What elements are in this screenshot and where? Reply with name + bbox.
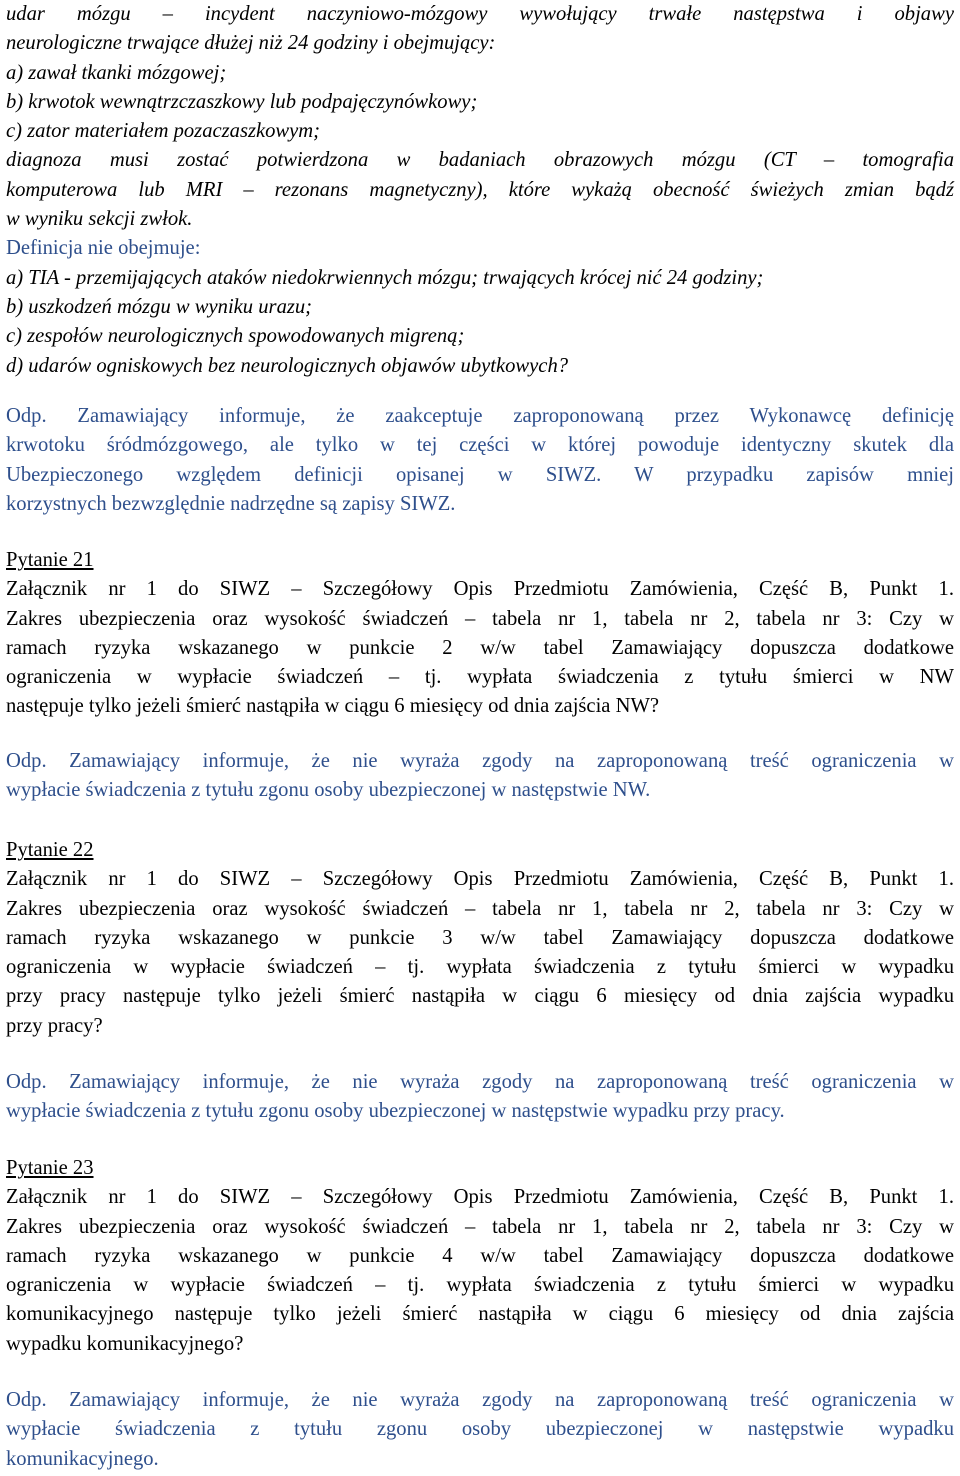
question-line: Załącznik nr 1 do SIWZ – Szczegółowy Opis Przedmiotu Zamówienia, Część B, Punkt 1. (6, 578, 954, 601)
question-line: komunikacyjnego następuje tylko jeżeli śmierć nastąpiła w ciągu 6 miesięcy od dnia zajścia (6, 1303, 954, 1326)
answer-line: krwotoku śródmózgowego, ale tylko w tej części w której powoduje identyczny skutek dla (6, 434, 954, 457)
answer-line: wypłacie świadczenia z tytułu zgonu osoby ubezpieczonej w następstwie NW. (6, 779, 651, 802)
question-heading: Pytanie 22 (6, 839, 94, 861)
question-line: ramach ryzyka wskazanego w punkcie 4 w/w tabel Zamawiający dopuszcza dodatkowe (6, 1244, 954, 1267)
definition-line: udar mózgu – incydent naczyniowo-mózgowy wywołujący trwałe następstwa i objawy (6, 3, 954, 25)
definition-line: d) udarów ogniskowych bez neurologicznych objawów ubytkowych? (6, 354, 569, 377)
answer-line: Odp. Zamawiający informuje, że nie wyraża zgody na zaproponowaną treść ograniczenia w (6, 1389, 954, 1411)
answer-line: Odp. Zamawiający informuje, że nie wyraża zgody na zaproponowaną treść ograniczenia w (6, 750, 954, 772)
question-line: Załącznik nr 1 do SIWZ – Szczegółowy Opis Przedmiotu Zamówienia, Część B, Punkt 1. (6, 1186, 954, 1209)
question-line: ograniczenia w wypłacie świadczeń – tj. wypłata świadczenia z tytułu śmierci w NW (6, 666, 954, 689)
definition-line: b) uszkodzeń mózgu w wyniku urazu; (6, 295, 313, 318)
question-line: ramach ryzyka wskazanego w punkcie 3 w/w tabel Zamawiający dopuszcza dodatkowe (6, 926, 954, 949)
question-heading: Pytanie 23 (6, 1157, 94, 1179)
question-line: ograniczenia w wypłacie świadczeń – tj. wypłata świadczenia z tytułu śmierci w wypadku (6, 1274, 954, 1297)
answer-line: wypłacie świadczenia z tytułu zgonu osoby ubezpieczonej w następstwie wypadku przy pracy. (6, 1100, 785, 1123)
question-line: Załącznik nr 1 do SIWZ – Szczegółowy Opis Przedmiotu Zamówienia, Część B, Punkt 1. (6, 868, 954, 891)
question-line: przy pracy następuje tylko jeżeli śmierć nastąpiła w ciągu 6 miesięcy od dnia zajścia wypadku (6, 985, 954, 1008)
question-23 (6, 1154, 954, 1359)
definition-line: b) krwotok wewnątrzczaszkowy lub podpajęczynówkowy; (6, 90, 478, 113)
definition-line: a) zawał tkanki mózgowej; (6, 61, 227, 84)
answer-21 (6, 747, 954, 806)
definition-line: neurologiczne trwające dłużej niż 24 godziny i obejmujący: (6, 32, 496, 55)
answer-23 (6, 1386, 954, 1474)
definition-block (6, 0, 954, 381)
question-line: Zakres ubezpieczenia oraz wysokość świadczeń – tabela nr 1, tabela nr 2, tabela nr 3: Czy w (6, 897, 954, 920)
answer-line: korzystnych bezwzględnie nadrzędne są zapisy SIWZ. (6, 492, 456, 515)
answer-line: wypłacie świadczenia z tytułu zgonu osoby ubezpieczonej w następstwie wypadku (6, 1418, 954, 1441)
question-heading: Pytanie 21 (6, 549, 94, 571)
definition-line: a) TIA - przemijających ataków niedokrwiennych mózgu; trwających krócej nić 24 godziny; (6, 266, 764, 289)
question-22 (6, 836, 954, 1041)
question-line: następuje tylko jeżeli śmierć nastąpiła w ciągu 6 miesięcy od dnia zajścia NW? (6, 695, 660, 718)
answer-line: Ubezpieczonego względem definicji opisanej w SIWZ. W przypadku zapisów mniej (6, 463, 954, 486)
answer-block (6, 402, 954, 519)
definition-exclusions-heading: Definicja nie obejmuje: (6, 237, 201, 260)
question-line: Zakres ubezpieczenia oraz wysokość świadczeń – tabela nr 1, tabela nr 2, tabela nr 3: Czy w (6, 1215, 954, 1238)
question-line: ramach ryzyka wskazanego w punkcie 2 w/w tabel Zamawiający dopuszcza dodatkowe (6, 636, 954, 659)
question-line: wypadku komunikacyjnego? (6, 1332, 244, 1355)
question-21 (6, 546, 954, 722)
answer-line: Odp. Zamawiający informuje, że nie wyraża zgody na zaproponowaną treść ograniczenia w (6, 1071, 954, 1093)
definition-line: komputerowa lub MRI – rezonans magnetyczny), które wykażą obecność świeżych zmian bądź (6, 178, 954, 201)
question-line: przy pracy? (6, 1014, 103, 1037)
answer-22 (6, 1068, 954, 1127)
question-line: Zakres ubezpieczenia oraz wysokość świadczeń – tabela nr 1, tabela nr 2, tabela nr 3: Czy w (6, 607, 954, 630)
definition-line: c) zespołów neurologicznych spowodowanych migreną; (6, 325, 465, 348)
answer-line: Odp. Zamawiający informuje, że zaakceptuje zaproponowaną przez Wykonawcę definicję (6, 405, 954, 427)
answer-line: komunikacyjnego. (6, 1447, 159, 1470)
definition-line: c) zator materiałem pozaczaszkowym; (6, 120, 321, 143)
question-line: ograniczenia w wypłacie świadczeń – tj. wypłata świadczenia z tytułu śmierci w wypadku (6, 956, 954, 979)
definition-line: w wyniku sekcji zwłok. (6, 208, 193, 231)
definition-line: diagnoza musi zostać potwierdzona w badaniach obrazowych mózgu (CT – tomografia (6, 149, 954, 172)
